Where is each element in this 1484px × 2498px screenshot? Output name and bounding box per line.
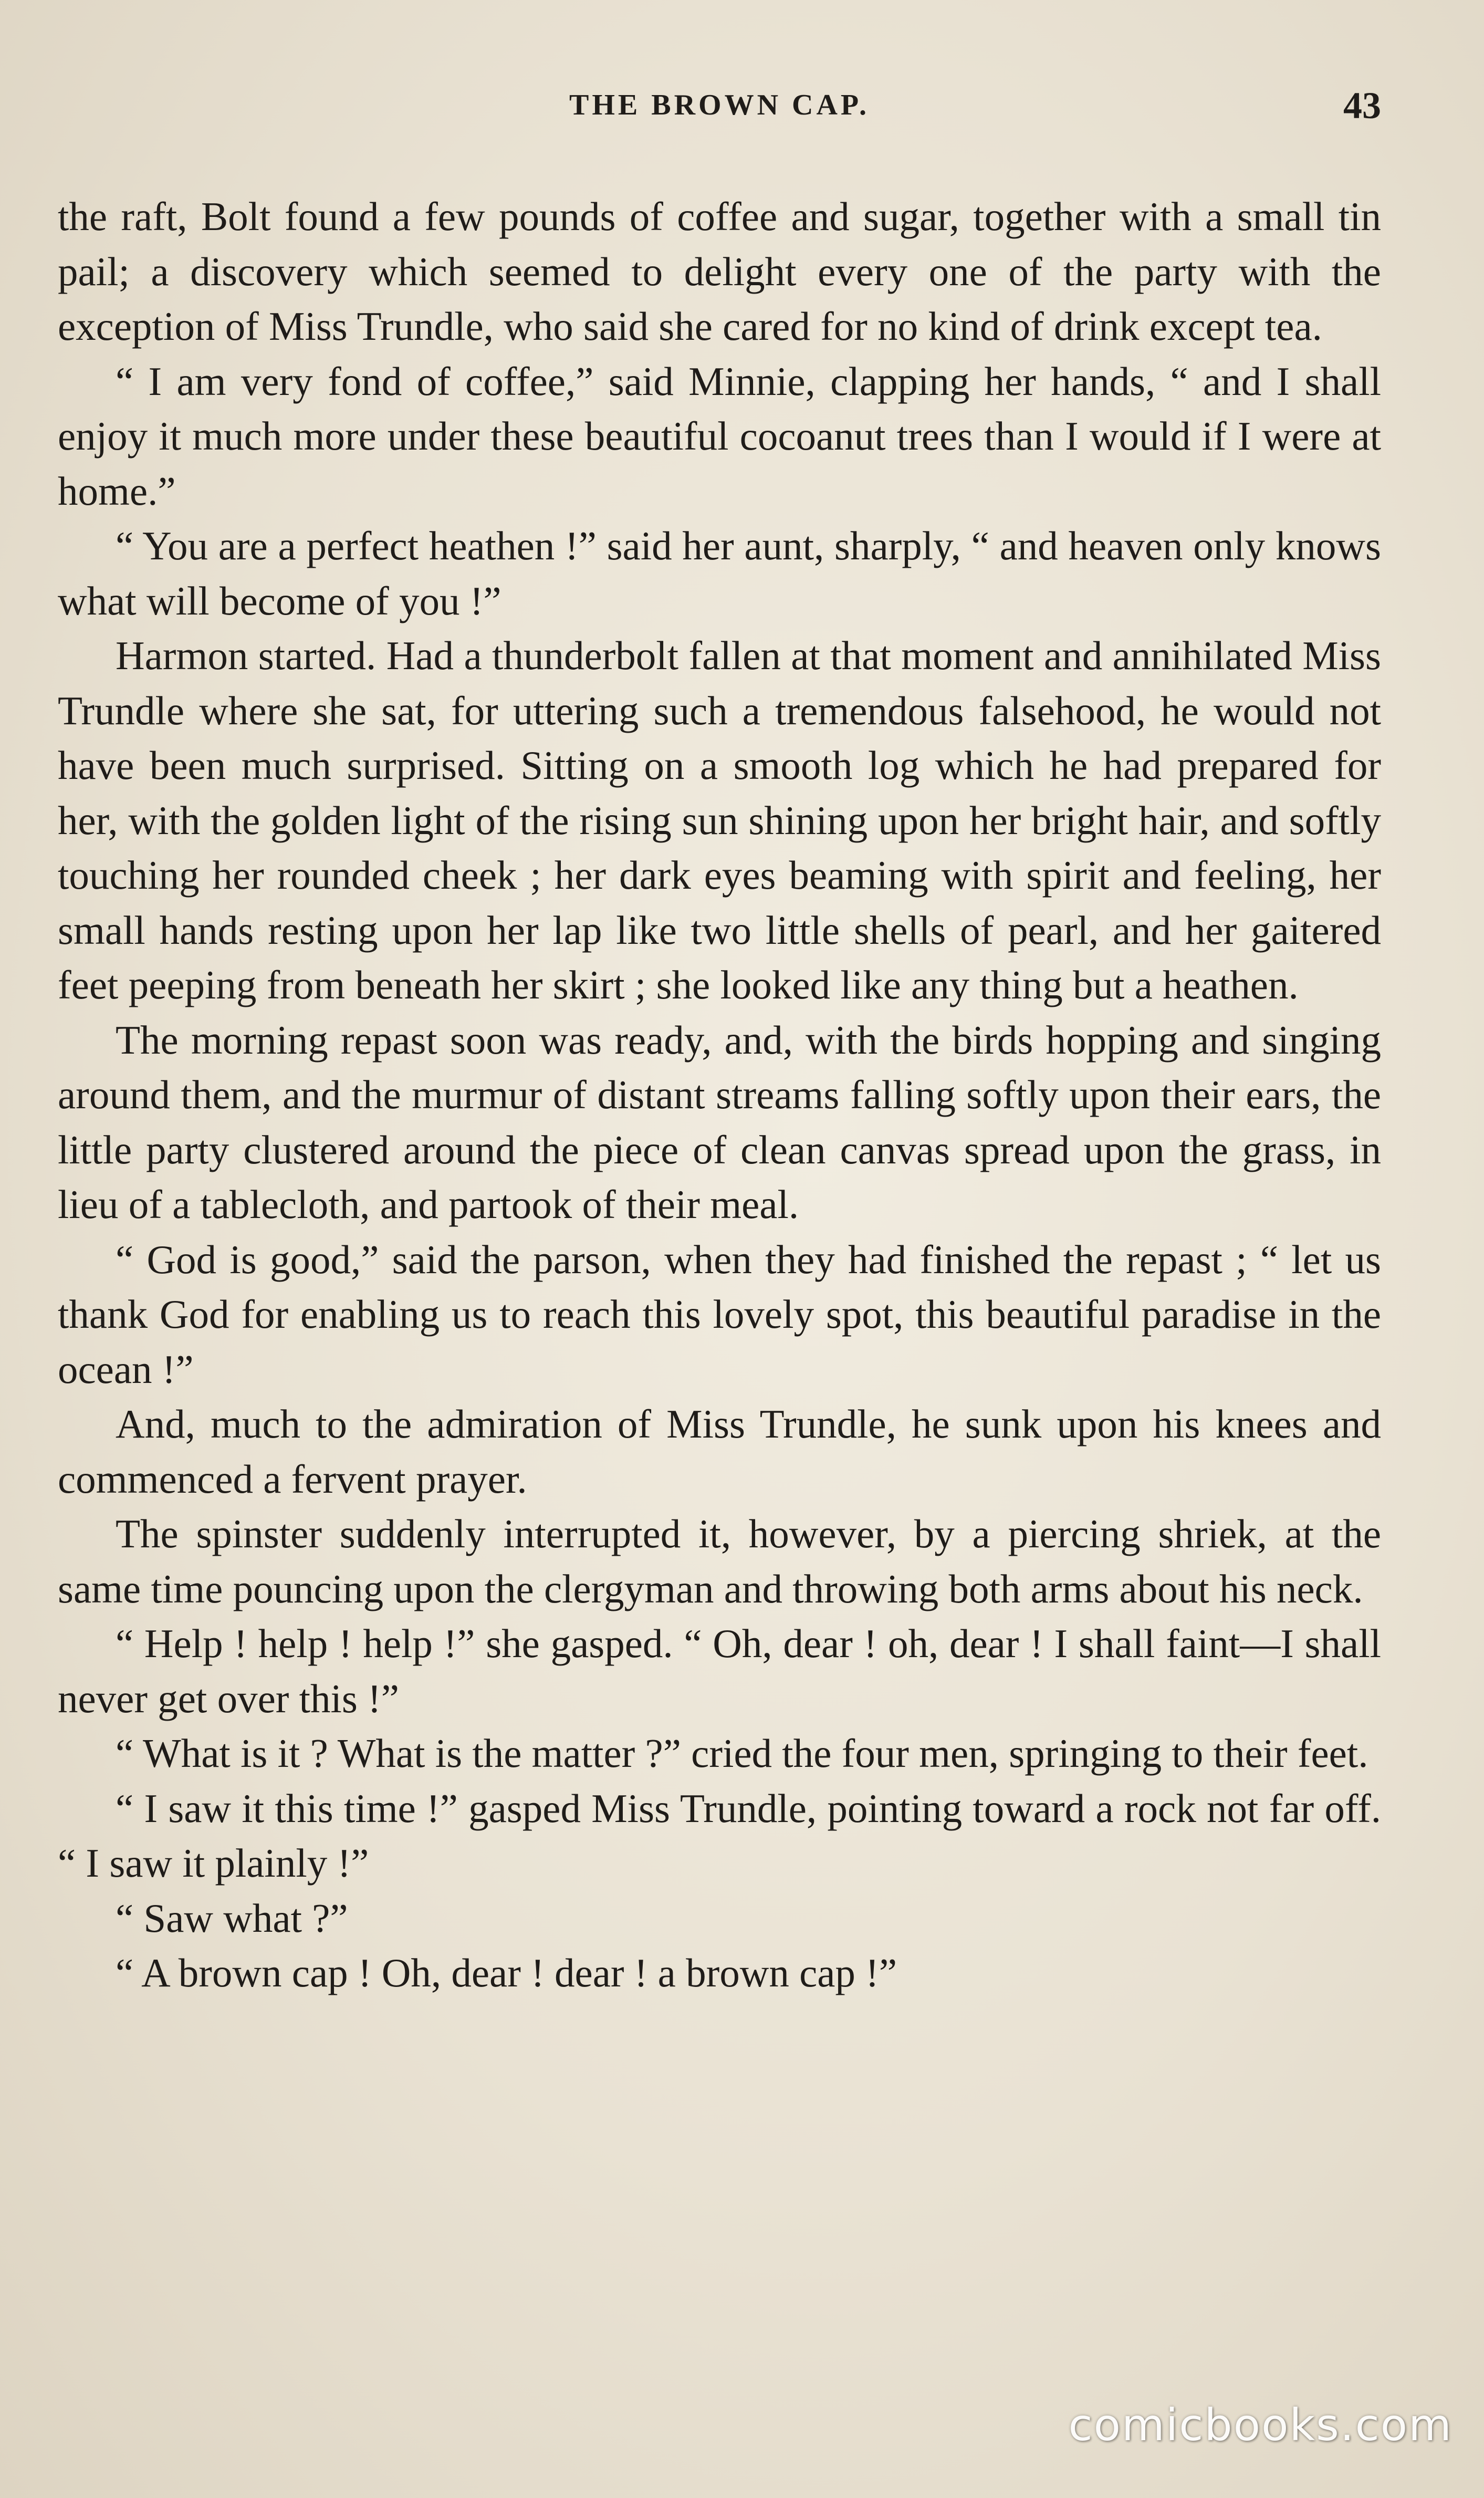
paragraph-11: “ I saw it this time !” gasped Miss Trundle, pointing toward a rock not far off. “ I saw it plainly !” [58, 1785, 1381, 1886]
paragraph-2: “ I am very fond of coffee,” said Minnie, clapping her hands, “ and I shall enjoy it much more under these beautiful cocoanut trees than I would if I were at home.” [58, 358, 1381, 514]
paragraph-6: “ God is good,” said the parson, when they had finished the repast ; “ let us thank God for enabling us to reach this lovely spot, this beautiful paradise in the ocean !” [58, 1236, 1381, 1392]
paragraph-13: “ A brown cap ! Oh, dear ! dear ! a brown cap !” [116, 1950, 897, 1995]
paragraph-8: The spinster suddenly interrupted it, however, by a piercing shriek, at the same time pouncing upon the clergyman and throwing both arms about his neck. [58, 1511, 1381, 1611]
page-number: 43 [1343, 85, 1381, 127]
body-text [58, 189, 1381, 2001]
running-title: THE BROWN CAP. [569, 89, 870, 121]
paragraph-12: “ Saw what ?” [116, 1895, 348, 1941]
paragraph-10: “ What is it ? What is the matter ?” cried the four men, springing to their feet. [116, 1731, 1368, 1776]
paragraph-5: The morning repast soon was ready, and, with the birds hopping and singing around them, and the murmur of distant streams falling softly upon their ears, the little party clustered around the piece of clean canvas spread upon the grass, in lieu of a tablecloth, and partook of their meal. [58, 1017, 1381, 1227]
watermark: comicbooks.com [1068, 2399, 1452, 2451]
paragraph-4: Harmon started. Had a thunderbolt fallen at that moment and annihilated Miss Trundle where she sat, for uttering such a tremendous falsehood, he would not have been much surprised. Sitting on a smooth log which he had prepared for her, with the golden light of the rising sun shining upon her bright hair, and softly touching her rounded cheek ; her dark eyes beaming with spirit and feeling, her small hands resting upon her lap like two little shells of pearl, and her gaitered feet peeping from beneath her skirt ; she looked like any thing but a heathen. [58, 633, 1381, 1007]
page-header [58, 85, 1381, 136]
paragraph-1: the raft, Bolt found a few pounds of coffee and sugar, together with a small tin pail; a discovery which seemed to delight every one of the party with the exception of Miss Trundle, who said she cared for no kind of drink except tea. [58, 194, 1381, 349]
paragraph-9: “ Help ! help ! help !” she gasped. “ Oh, dear ! oh, dear ! I shall faint—I shall never get over this !” [58, 1621, 1381, 1721]
paragraph-3: “ You are a perfect heathen !” said her aunt, sharply, “ and heaven only knows what will become of you !” [58, 523, 1381, 623]
paragraph-7: And, much to the admiration of Miss Trundle, he sunk upon his knees and commenced a fervent prayer. [58, 1401, 1381, 1502]
